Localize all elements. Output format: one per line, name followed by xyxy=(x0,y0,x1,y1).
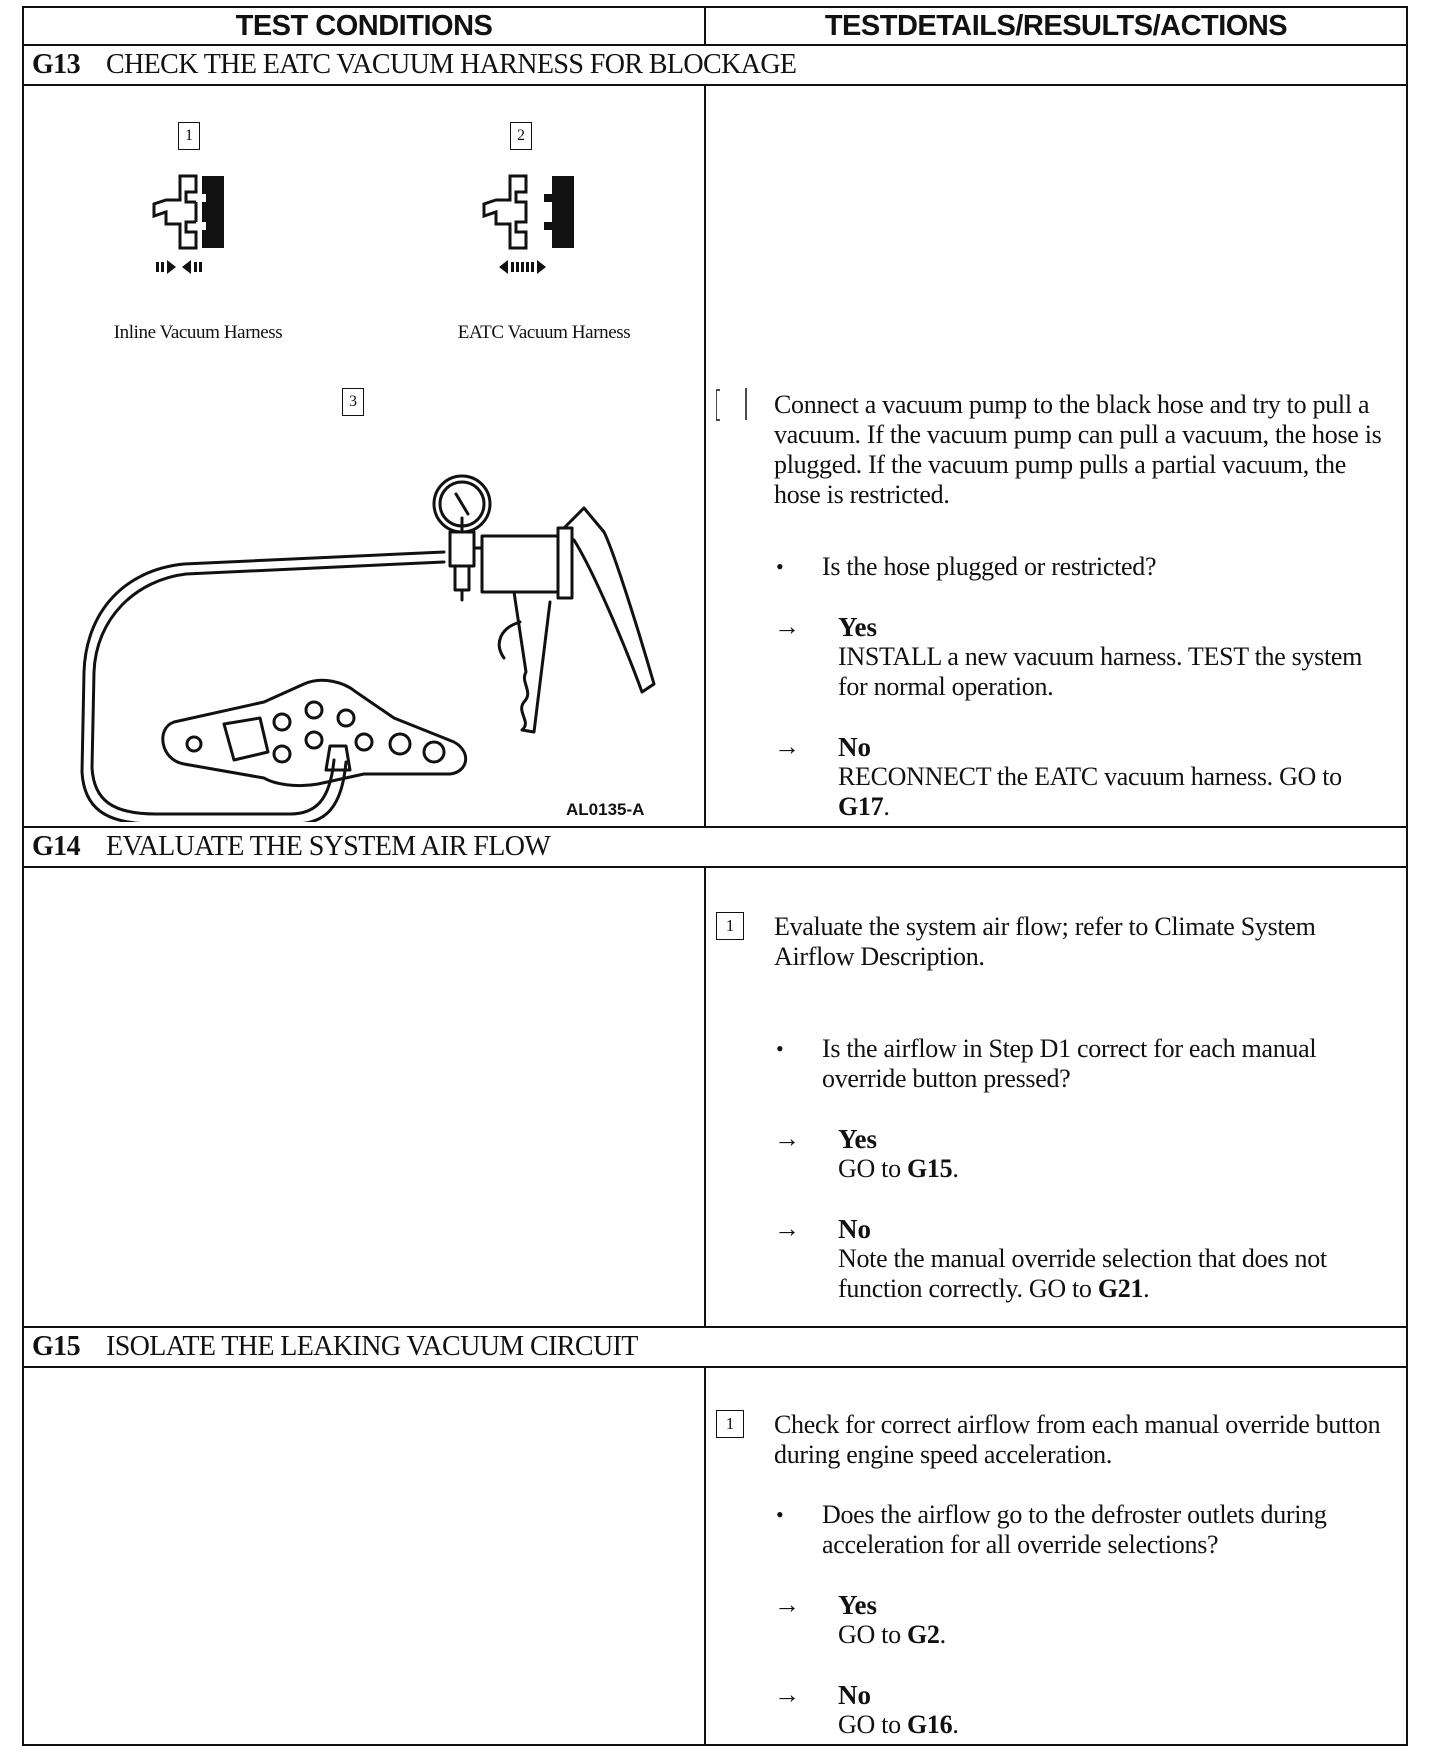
action-text: RECONNECT the EATC vacuum harness. GO to xyxy=(838,762,1342,791)
yes-label: Yes xyxy=(838,612,877,642)
action-text: GO to xyxy=(838,1154,907,1183)
section-code: G15 xyxy=(32,1331,80,1362)
section-title: CHECK THE EATC VACUUM HARNESS FOR BLOCKAGE xyxy=(105,49,797,80)
g14-conditions-cell xyxy=(22,866,706,1328)
figure-number: 1 xyxy=(178,122,200,150)
arrow-icon: → xyxy=(774,732,800,761)
step-instruction: Evaluate the system air flow; refer to Climate System Airflow Description. xyxy=(774,912,1316,971)
bullet: • xyxy=(776,1036,784,1061)
step-number: 1 xyxy=(716,1410,744,1438)
action-text: GO to xyxy=(838,1710,907,1739)
no-action xyxy=(838,1244,1392,1304)
action-text-end: . xyxy=(883,792,890,821)
no-label: No xyxy=(838,1214,871,1244)
question: Is the airflow in Step D1 correct for each manual override button pressed? xyxy=(822,1034,1317,1093)
figure-label: AL0135-A xyxy=(566,800,645,819)
step-checkbox-icon xyxy=(716,388,750,422)
bullet: • xyxy=(776,554,784,579)
section-code: G13 xyxy=(32,49,80,80)
goto-ref: G16 xyxy=(906,1710,953,1739)
header-test-conditions: TEST CONDITIONS xyxy=(22,6,706,46)
figure-caption: Inline Vacuum Harness xyxy=(113,322,283,343)
section-title: EVALUATE THE SYSTEM AIR FLOW xyxy=(105,831,551,862)
action-text: GO to xyxy=(838,1620,907,1649)
bullet: • xyxy=(776,1502,784,1527)
yes-action xyxy=(838,1154,1392,1184)
section-title: ISOLATE THE LEAKING VACUUM CIRCUIT xyxy=(105,1331,638,1362)
vacuum-pump-illustration xyxy=(64,422,664,822)
arrow-icon: → xyxy=(774,1590,800,1619)
header-test-details: TESTDETAILS/RESULTS/ACTIONS xyxy=(704,6,1408,46)
no-action xyxy=(838,1710,1392,1740)
question: Is the hose plugged or restricted? xyxy=(822,552,1157,581)
section-code: G14 xyxy=(32,831,80,862)
action-text-end: . xyxy=(939,1620,946,1649)
goto-ref: G15 xyxy=(906,1154,953,1183)
no-label: No xyxy=(838,1680,871,1710)
yes-label: Yes xyxy=(838,1124,877,1154)
action-text-end: . xyxy=(952,1154,959,1183)
section-g14-title xyxy=(22,826,1408,868)
action-text: Note the manual override selection that does not function correctly. GO to xyxy=(838,1244,1327,1303)
step-instruction: Check for correct airflow from each manual override button during engine speed acceleration. xyxy=(774,1410,1381,1469)
yes-action: INSTALL a new vacuum harness. TEST the system for normal operation. xyxy=(838,642,1363,701)
g15-details-cell xyxy=(704,1366,1408,1746)
page xyxy=(22,6,1408,1746)
action-text-end: . xyxy=(952,1710,959,1739)
action-text-end: . xyxy=(1143,1274,1150,1303)
inline-harness-connector-icon xyxy=(134,166,254,276)
arrow-icon: → xyxy=(774,1124,800,1153)
g13-conditions-cell xyxy=(22,84,706,828)
section-g13-title xyxy=(22,44,1408,86)
g15-conditions-cell xyxy=(22,1366,706,1746)
goto-ref: G2 xyxy=(906,1620,940,1649)
no-action xyxy=(838,762,1392,822)
eatc-harness-connector-icon xyxy=(464,166,604,276)
no-label: No xyxy=(838,732,871,762)
figure-number: 3 xyxy=(342,388,364,416)
yes-label: Yes xyxy=(838,1590,877,1620)
question: Does the airflow go to the defroster outlets during acceleration for all override selections? xyxy=(822,1500,1327,1559)
arrow-icon: → xyxy=(774,1680,800,1709)
arrow-icon: → xyxy=(774,612,800,641)
yes-action xyxy=(838,1620,1392,1650)
arrow-icon: → xyxy=(774,1214,800,1243)
g13-details-cell xyxy=(704,84,1408,828)
step-number: 1 xyxy=(716,912,744,940)
figure-caption: EATC Vacuum Harness xyxy=(457,322,631,343)
g14-details-cell xyxy=(704,866,1408,1328)
section-g15-title xyxy=(22,1326,1408,1368)
goto-ref: G21 xyxy=(1097,1274,1144,1303)
goto-ref: G17 xyxy=(838,792,884,821)
figure-number: 2 xyxy=(510,122,532,150)
step-instruction: Connect a vacuum pump to the black hose and try to pull a vacuum. If the vacuum pump can pull a vacuum, the hose is plugged. If the vacuum pump pulls a partial vacuum, the hose is restricted. xyxy=(774,390,1382,509)
